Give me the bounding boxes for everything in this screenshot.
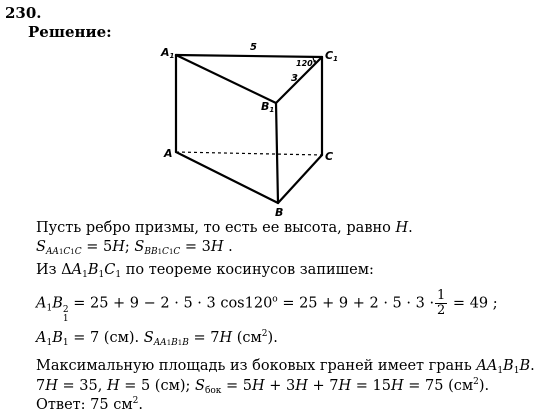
edge-a1-b1 xyxy=(176,55,276,103)
edge-b-c xyxy=(278,155,322,203)
problem-number: 230. xyxy=(5,4,42,22)
vertex-a: A xyxy=(164,147,173,160)
line-6: Максимальную площадь из боковых граней имеет грань $AA_1B_1B$. xyxy=(36,358,535,376)
vertex-a1: A1 xyxy=(161,46,175,60)
line-1: Пусть ребро призмы, то есть ее высота, равно H. xyxy=(36,220,413,236)
line-3: Из $\Delta A_1B_1C_1$ по теореме косинусов запишем: xyxy=(36,262,374,280)
edge-a-c-hidden xyxy=(176,152,322,155)
line-2: $S_{AA1C1C} = 5H$; $S_{BB1C1C} = 3H$ . xyxy=(36,239,233,257)
edge-a-b xyxy=(176,152,278,203)
edge-a1-c1 xyxy=(176,55,322,57)
fraction-half: $\frac{1}{2}$ xyxy=(437,288,446,318)
vertex-c: C xyxy=(325,150,334,163)
vertex-c1: C1 xyxy=(325,49,338,63)
edge-label-3: 3 xyxy=(291,73,298,84)
angle-label: 120° xyxy=(296,59,317,68)
answer-line: Ответ: 75 $см^2$. xyxy=(36,396,143,413)
vertex-b: B xyxy=(275,206,284,219)
line-7: 7H = 35, H = 5 (см); $S_{бок} = 5H + 3H + 7H = 15H = 75$ $(см^2)$. xyxy=(36,377,490,396)
edge-b1-b xyxy=(276,103,278,203)
edge-label-5: 5 xyxy=(250,42,257,53)
solution-label: Решение: xyxy=(28,23,112,41)
line-4-formula: $A_1B$ 2 1 = 25 + 9 − 2 · 5 · 3 $\cos 120^o = 25 + 9 + 2 \cdot 5 \cdot 3$ · $\frac{1}{2}$ = 49 ; xyxy=(36,288,498,324)
line-5: $A_1B_1 = 7$ (см). $S_{AA1B1B} = 7H$ $(см^2)$. xyxy=(36,329,278,348)
vertex-b1: B1 xyxy=(261,100,275,114)
